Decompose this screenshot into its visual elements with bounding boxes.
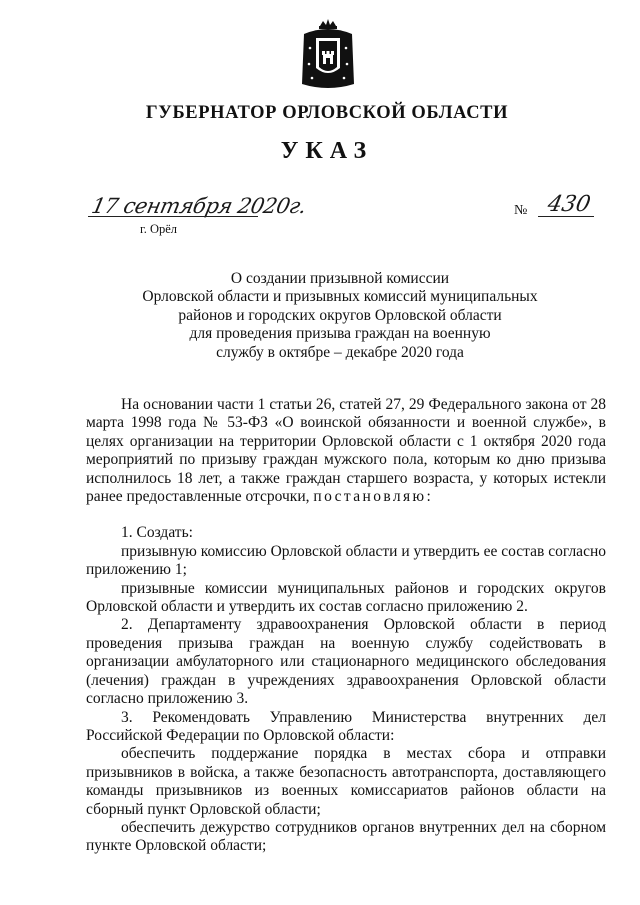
clause-3b: обеспечить дежурство сотрудников органов внутренних дел на сборном пункте Орловской области; <box>86 818 606 855</box>
city-label: г. Орёл <box>140 222 178 236</box>
title-line: районов и городских округов Орловской области <box>178 306 502 324</box>
preamble-text: На основании части 1 статьи 26, статей 27, 29 Федерального закона от 28 марта 1998 года № 53-ФЗ «О воинской обязанности и военной службе», в целях организации на территории Орловской области с 1 октября 2020 года мероприятий по призыву граждан мужского пола, которым ко дню призыва исполнилось 18 лет, а также граждан старшего возраста, у которых истекли ранее предоставленные отсрочки, <box>86 396 606 506</box>
title-line: Орловской области и призывных комиссий муниципальных <box>142 288 538 306</box>
clause-1b: призывные комиссии муниципальных районов и городских округов Орловской области и утвердить их состав согласно приложению 2. <box>86 579 606 616</box>
number-underline <box>538 216 594 217</box>
decree-body <box>86 396 606 856</box>
handwritten-date: 17 сентября 2020г. <box>89 194 309 218</box>
authority-title: ГУБЕРНАТОР ОРЛОВСКОЙ ОБЛАСТИ <box>145 103 509 123</box>
handwritten-number: 430 <box>545 192 593 217</box>
clause-1a: призывную комиссию Орловской области и утвердить ее состав согласно приложению 1; <box>86 542 606 579</box>
resolve-word: постановляю: <box>313 488 434 506</box>
coat-of-arms-icon <box>296 18 360 92</box>
document-type: УКАЗ <box>280 138 374 164</box>
decree-title <box>140 270 540 362</box>
title-line: О создании призывной комиссии <box>230 270 450 287</box>
date-underline <box>88 216 258 217</box>
title-line: для проведения призыва граждан на военную <box>189 325 491 343</box>
title-line: службу в октябре – декабре 2020 года <box>216 343 464 361</box>
clause-3a: обеспечить поддержание порядка в местах сбора и отправки призывников в войска, а также безопасность автотранспорта, доставляющего команды призывников из военных комиссариатов районов области на сборный пункт Орловской области; <box>86 745 606 818</box>
clause-2: 2. Департаменту здравоохранения Орловской области в период проведения призыва граждан на военную службу содействовать в организации амбулаторного или стационарного медицинского обследования (лечения) граждан в учреждениях здравоохранения Орловской области согласно приложению 3. <box>86 616 606 708</box>
number-sign: № <box>514 203 528 218</box>
clause-3: 3. Рекомендовать Управлению Министерства внутренних дел Российской Федерации по Орловской области: <box>86 708 606 744</box>
preamble-paragraph <box>86 396 606 506</box>
clause-1: 1. Создать: <box>121 524 193 542</box>
